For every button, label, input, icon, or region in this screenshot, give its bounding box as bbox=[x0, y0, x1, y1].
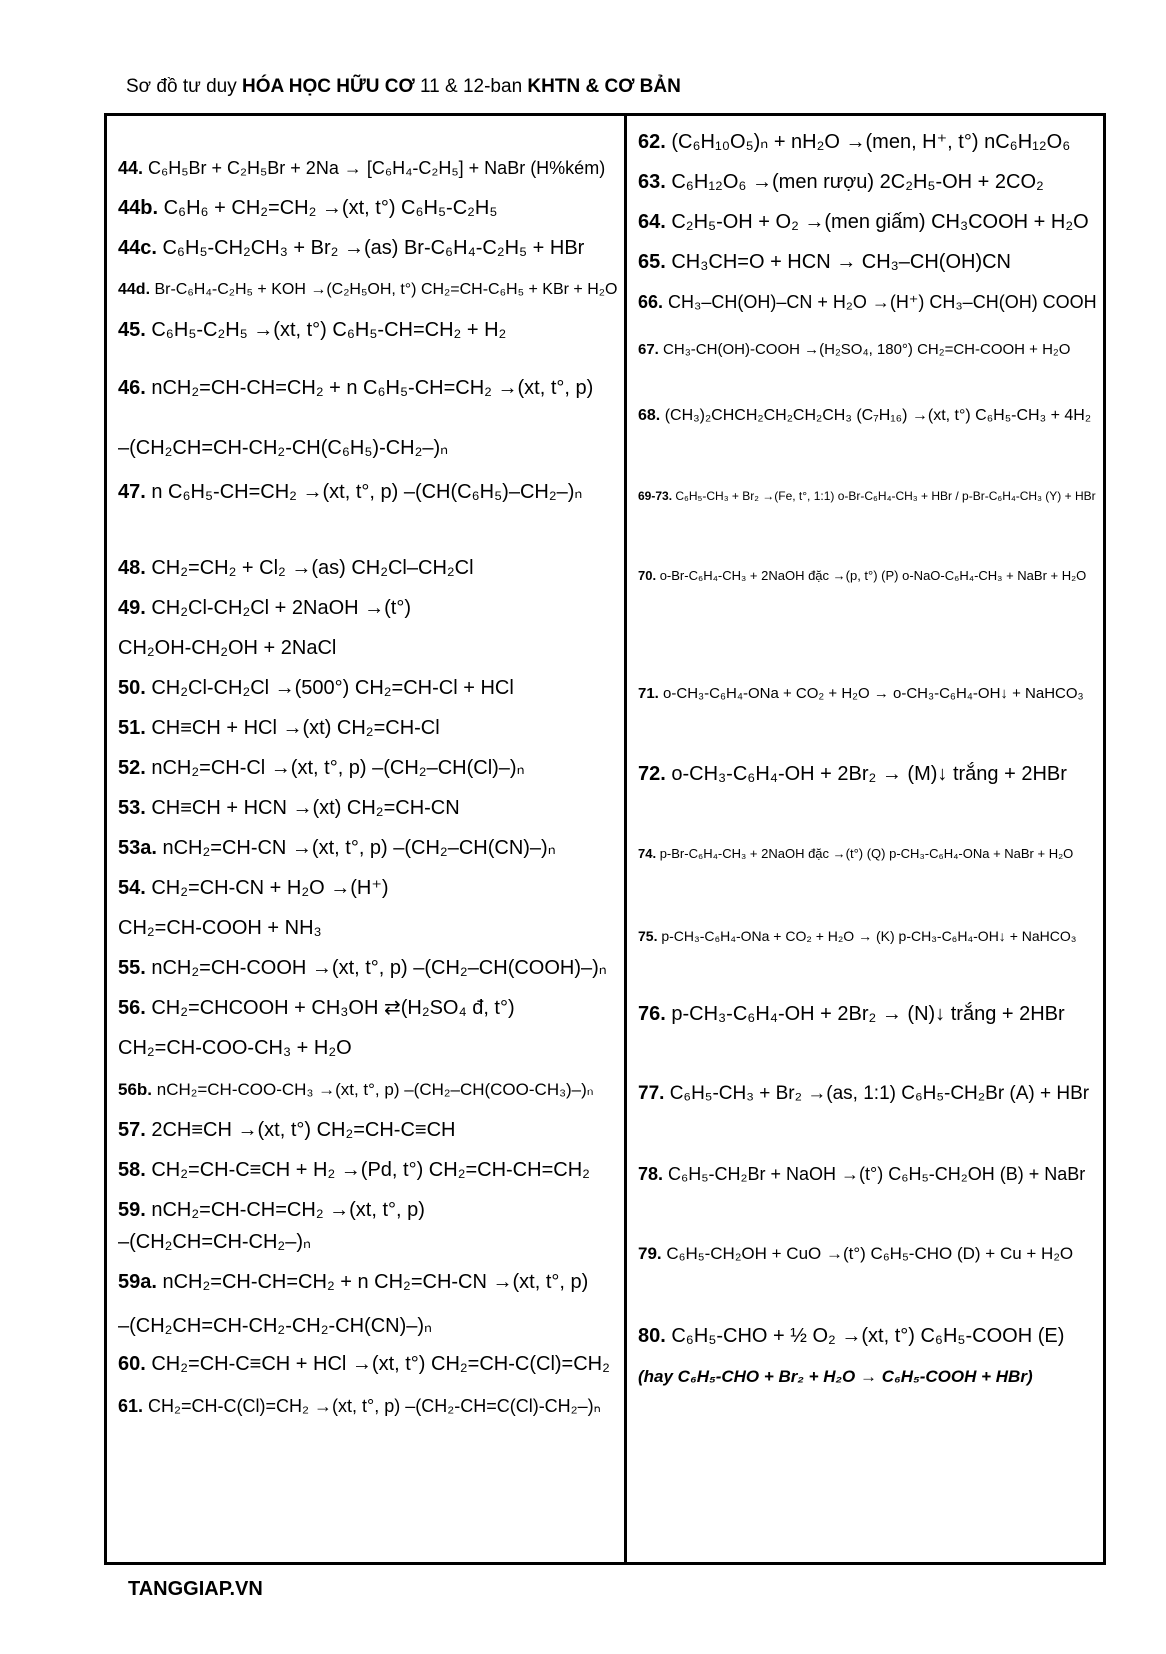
reaction-equation: CH₂Cl-CH₂Cl →(500°) CH₂=CH-Cl + HCl bbox=[151, 677, 514, 699]
reaction-number: 76. bbox=[638, 1003, 672, 1025]
reaction-equation: CH₂OH-CH₂OH + 2NaCl bbox=[118, 637, 337, 659]
reaction-number: 48. bbox=[118, 557, 152, 579]
reaction-equation: CH₂=CH-C≡CH + H₂ →(Pd, t°) CH₂=CH-CH=CH₂ bbox=[151, 1159, 590, 1181]
reaction-line bbox=[118, 1036, 352, 1060]
reaction-line bbox=[638, 842, 1073, 866]
reaction-equation: nCH₂=CH-COOH →(xt, t°, p) –(CH₂–CH(COOH)–)ₙ bbox=[151, 957, 607, 979]
reaction-number: 75. bbox=[638, 928, 662, 944]
reaction-number: 63. bbox=[638, 171, 672, 193]
reaction-number: 56. bbox=[118, 997, 152, 1019]
reaction-equation: n C₆H₅-CH=CH₂ →(xt, t°, p) –(CH(C₆H₅)–CH₂–)ₙ bbox=[151, 481, 583, 503]
reaction-equation: CH₂=CH-COOH + NH₃ bbox=[118, 917, 322, 939]
reaction-number: 45. bbox=[118, 319, 152, 341]
reaction-equation: nCH₂=CH-CH=CH₂ + n CH₂=CH-CN →(xt, t°, p) bbox=[162, 1271, 589, 1293]
reaction-line bbox=[118, 996, 515, 1020]
reaction-equation: C₆H₅-CHO + ½ O₂ →(xt, t°) C₆H₅-COOH (E) bbox=[671, 1325, 1065, 1347]
reaction-equation: o-CH₃-C₆H₄-OH + 2Br₂ → (M)↓ trắng + 2HBr bbox=[671, 763, 1067, 785]
reaction-equation: p-CH₃-C₆H₄-ONa + CO₂ + H₂O → (K) p-CH₃-C₆H₄-OH↓ + NaHCO₃ bbox=[661, 928, 1077, 944]
reaction-number: 59a. bbox=[118, 1271, 163, 1293]
reaction-equation: C₆H₅-C₂H₅ →(xt, t°) C₆H₅-CH=CH₂ + H₂ bbox=[151, 319, 507, 341]
reaction-number: 55. bbox=[118, 957, 152, 979]
reaction-line bbox=[638, 1242, 1073, 1266]
reaction-number: 46. bbox=[118, 377, 152, 399]
reaction-number: 70. bbox=[638, 568, 660, 583]
reaction-line bbox=[118, 1352, 610, 1376]
reaction-line bbox=[118, 1198, 425, 1222]
reaction-line bbox=[638, 1162, 1085, 1186]
reaction-line bbox=[118, 480, 582, 504]
reaction-line bbox=[118, 436, 448, 460]
reaction-equation: p-CH₃-C₆H₄-OH + 2Br₂ → (N)↓ trắng + 2HBr bbox=[671, 1003, 1065, 1025]
reaction-equation: C₆H₅-CH₂OH + CuO →(t°) C₆H₅-CHO (D) + Cu + H₂O bbox=[666, 1244, 1074, 1263]
reaction-line bbox=[638, 290, 1097, 314]
header-title: HÓA HỌC HỮU CƠ bbox=[242, 76, 415, 97]
reaction-equation: CH₂Cl-CH₂Cl + 2NaOH →(t°) bbox=[151, 597, 412, 619]
reaction-line bbox=[638, 564, 1086, 588]
reaction-equation: CH≡CH + HCN →(xt) CH₂=CH-CN bbox=[151, 797, 460, 819]
reaction-equation: C₆H₆ + CH₂=CH₂ →(xt, t°) C₆H₅-C₂H₅ bbox=[163, 197, 498, 219]
reaction-line bbox=[118, 376, 593, 400]
reaction-line bbox=[638, 404, 1091, 428]
reaction-equation: o-Br-C₆H₄-CH₃ + 2NaOH đặc →(p, t°) (P) o-NaO-C₆H₄-CH₃ + NaBr + H₂O bbox=[659, 568, 1087, 583]
footer-site: TANGGIAP.VN bbox=[128, 1578, 263, 1600]
reaction-equation: C₆H₁₂O₆ →(men rượu) 2C₂H₅-OH + 2CO₂ bbox=[671, 171, 1044, 193]
header-suffix: KHTN & CƠ BẢN bbox=[527, 76, 681, 97]
reaction-equation: –(CH₂CH=CH-CH₂-CH₂-CH(CN)–)ₙ bbox=[118, 1315, 433, 1337]
reaction-number: 50. bbox=[118, 677, 152, 699]
reaction-equation: Br-C₆H₄-C₂H₅ + KOH →(C₂H₅OH, t°) CH₂=CH-C₆H₅ + KBr + H₂O bbox=[154, 281, 618, 298]
reaction-line bbox=[118, 1270, 588, 1294]
reaction-number: 78. bbox=[638, 1164, 669, 1184]
reaction-line bbox=[118, 796, 460, 820]
reaction-line bbox=[118, 916, 322, 940]
reaction-equation: CH₃CH=O + HCN → CH₃–CH(OH)CN bbox=[671, 251, 1011, 273]
reaction-equation: C₂H₅-OH + O₂ →(men giấm) CH₃COOH + H₂O bbox=[671, 211, 1089, 233]
reaction-number: 60. bbox=[118, 1353, 152, 1375]
reaction-equation: nCH₂=CH-Cl →(xt, t°, p) –(CH₂–CH(Cl)–)ₙ bbox=[151, 757, 525, 779]
reaction-line bbox=[638, 130, 1070, 154]
reaction-line bbox=[118, 876, 389, 900]
reaction-equation: (C₆H₁₀O₅)ₙ + nH₂O →(men, H⁺, t°) nC₆H₁₂O₆ bbox=[671, 131, 1071, 153]
reaction-number: 79. bbox=[638, 1244, 667, 1263]
reaction-line bbox=[118, 836, 556, 860]
reaction-number: 44c. bbox=[118, 237, 163, 259]
reaction-equation: –(CH₂CH=CH-CH₂–)ₙ bbox=[118, 1231, 311, 1253]
reaction-number: 64. bbox=[638, 211, 672, 233]
reaction-number: 58. bbox=[118, 1159, 152, 1181]
reaction-number: 67. bbox=[638, 341, 664, 358]
reaction-equation: nCH₂=CH-CH=CH₂ + n C₆H₅-CH=CH₂ →(xt, t°, p) bbox=[151, 377, 594, 399]
reaction-line bbox=[638, 1364, 1033, 1389]
reaction-equation: CH₂=CH-C(Cl)=CH₂ →(xt, t°, p) –(CH₂-CH=C(Cl)-CH₂–)ₙ bbox=[148, 1396, 601, 1416]
reaction-line bbox=[118, 956, 607, 980]
reaction-number: 71. bbox=[638, 685, 664, 702]
reaction-line bbox=[118, 636, 336, 660]
reaction-equation: C₆H₅-CH₃ + Br₂ →(Fe, t°, 1:1) o-Br-C₆H₄-CH₃ + HBr / p-Br-C₆H₄-CH₃ (Y) + HBr bbox=[675, 489, 1096, 503]
header-prefix: Sơ đồ tư duy bbox=[126, 76, 237, 97]
reaction-line bbox=[118, 676, 514, 700]
reaction-number: 62. bbox=[638, 131, 672, 153]
reaction-line bbox=[638, 924, 1076, 948]
reaction-line bbox=[118, 1314, 432, 1338]
reaction-number: 49. bbox=[118, 597, 152, 619]
reaction-line bbox=[118, 556, 474, 580]
reaction-line bbox=[638, 170, 1044, 194]
reaction-equation: CH≡CH + HCl →(xt) CH₂=CH-Cl bbox=[151, 717, 440, 739]
reaction-equation: CH₂=CH-C≡CH + HCl →(xt, t°) CH₂=CH-C(Cl)=CH₂ bbox=[151, 1353, 610, 1375]
reaction-line bbox=[118, 236, 584, 260]
reaction-line bbox=[118, 756, 525, 780]
reaction-line bbox=[638, 762, 1067, 786]
reaction-equation: CH₃-CH(OH)-COOH →(H₂SO₄, 180°) CH₂=CH-COOH + H₂O bbox=[663, 341, 1071, 358]
reaction-line bbox=[638, 1082, 1089, 1106]
reaction-equation: –(CH₂CH=CH-CH₂-CH(C₆H₅)-CH₂–)ₙ bbox=[118, 437, 449, 459]
reaction-number: 74. bbox=[638, 846, 660, 861]
reaction-number: 54. bbox=[118, 877, 152, 899]
header-grade: 11 & 12-ban bbox=[420, 76, 523, 97]
reaction-line bbox=[118, 1158, 590, 1182]
column-divider bbox=[624, 113, 627, 1565]
reaction-number: 44. bbox=[118, 158, 149, 178]
reaction-number: 44b. bbox=[118, 197, 164, 219]
reaction-equation: C₆H₅-CH₃ + Br₂ →(as, 1:1) C₆H₅-CH₂Br (A) + HBr bbox=[669, 1083, 1090, 1104]
reaction-line bbox=[638, 1002, 1065, 1026]
reaction-line bbox=[638, 1324, 1064, 1348]
reaction-line bbox=[118, 196, 497, 220]
reaction-line bbox=[638, 210, 1089, 234]
reaction-number: 51. bbox=[118, 717, 152, 739]
reaction-number: 68. bbox=[638, 407, 665, 424]
reaction-number: 53a. bbox=[118, 837, 163, 859]
reaction-equation: p-Br-C₆H₄-CH₃ + 2NaOH đặc →(t°) (Q) p-CH₃-C₆H₄-ONa + NaBr + H₂O bbox=[659, 846, 1074, 861]
reaction-line bbox=[638, 338, 1070, 362]
reaction-number: 44d. bbox=[118, 281, 155, 298]
reaction-line bbox=[118, 716, 440, 740]
reaction-number: 47. bbox=[118, 481, 152, 503]
reaction-line bbox=[638, 250, 1011, 274]
reaction-line bbox=[118, 596, 411, 620]
reaction-line bbox=[118, 1230, 311, 1254]
reaction-number: 66. bbox=[638, 292, 669, 312]
reaction-equation: o-CH₃-C₆H₄-ONa + CO₂ + H₂O → o-CH₃-C₆H₄-OH↓ + NaHCO₃ bbox=[663, 685, 1084, 702]
reaction-line bbox=[118, 278, 617, 302]
reaction-equation: (CH₃)₂CHCH₂CH₂CH₂CH₃ (C₇H₁₆) →(xt, t°) C₆H₅-CH₃ + 4H₂ bbox=[664, 407, 1092, 424]
reaction-equation: nCH₂=CH-CN →(xt, t°, p) –(CH₂–CH(CN)–)ₙ bbox=[162, 837, 556, 859]
reaction-equation: CH₂=CHCOOH + CH₃OH ⇄(H₂SO₄ đ, t°) bbox=[151, 997, 515, 1019]
reaction-equation: 2CH≡CH →(xt, t°) CH₂=CH-C≡CH bbox=[151, 1119, 456, 1141]
reaction-number: 57. bbox=[118, 1119, 152, 1141]
reaction-number: 80. bbox=[638, 1325, 672, 1347]
reaction-equation: C₆H₅Br + C₂H₅Br + 2Na → [C₆H₄-C₂H₅] + NaBr (H%kém) bbox=[148, 158, 606, 178]
reaction-equation: C₆H₅-CH₂CH₃ + Br₂ →(as) Br-C₆H₄-C₂H₅ + HBr bbox=[162, 237, 585, 259]
page-header bbox=[126, 76, 681, 98]
reaction-line bbox=[638, 484, 1096, 508]
reaction-line bbox=[118, 318, 506, 342]
reaction-line bbox=[118, 156, 605, 180]
reaction-number: 77. bbox=[638, 1083, 670, 1104]
reaction-number: 59. bbox=[118, 1199, 152, 1221]
reaction-number: 72. bbox=[638, 763, 672, 785]
reaction-equation: CH₂=CH-COO-CH₃ + H₂O bbox=[118, 1037, 352, 1059]
reaction-number: 52. bbox=[118, 757, 152, 779]
reaction-equation: CH₂=CH₂ + Cl₂ →(as) CH₂Cl–CH₂Cl bbox=[151, 557, 474, 579]
reaction-number: 53. bbox=[118, 797, 152, 819]
reaction-line bbox=[118, 1118, 455, 1142]
reaction-number: 56b. bbox=[118, 1080, 157, 1099]
reaction-equation: CH₃–CH(OH)–CN + H₂O →(H⁺) CH₃–CH(OH) COOH bbox=[668, 292, 1097, 312]
reaction-number: 65. bbox=[638, 251, 672, 273]
reaction-number: 61. bbox=[118, 1396, 149, 1416]
reaction-line bbox=[638, 682, 1084, 706]
reaction-equation: nCH₂=CH-CH=CH₂ →(xt, t°, p) bbox=[151, 1199, 425, 1221]
reaction-number: 69-73. bbox=[638, 489, 676, 503]
reaction-equation: CH₂=CH-CN + H₂O →(H⁺) bbox=[151, 877, 389, 899]
reaction-line bbox=[118, 1078, 594, 1102]
reaction-equation: nCH₂=CH-COO-CH₃ →(xt, t°, p) –(CH₂–CH(COO-CH₃)–)ₙ bbox=[156, 1080, 594, 1099]
reaction-line bbox=[118, 1394, 601, 1418]
reaction-equation: C₆H₅-CH₂Br + NaOH →(t°) C₆H₅-CH₂OH (B) + NaBr bbox=[668, 1164, 1086, 1184]
reaction-equation: (hay C₆H₅-CHO + Br₂ + H₂O → C₆H₅-COOH + HBr) bbox=[638, 1367, 1033, 1386]
